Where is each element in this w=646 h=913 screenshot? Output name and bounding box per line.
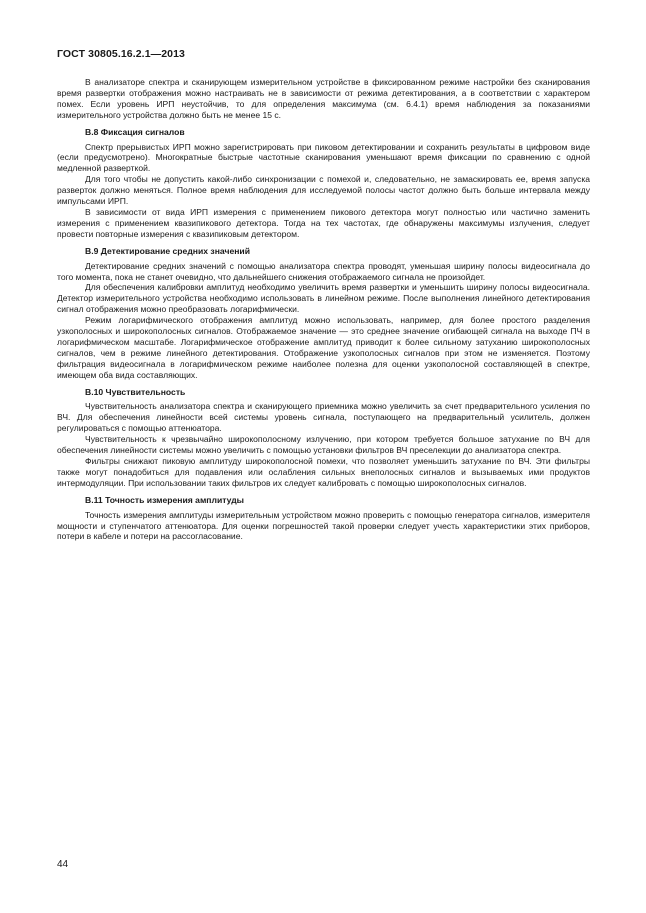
paragraph: Для того чтобы не допустить какой-либо синхронизации с помехой и, следовательно, не замаскировать ее, время запуска разверток должно меняться. Полное время наблюдения для исследуемой полосы частот должно быть больше интервала между импульсами ИРП. <box>57 174 590 207</box>
paragraph: В зависимости от вида ИРП измерения с применением пикового детектора могут полностью или частично заменить измерения с применением квазипикового детектора. Тогда на тех частотах, где обнаружены максимумы излучения, следует провести повторные измерения с квазипиковым детектором. <box>57 206 590 239</box>
section-b10 <box>57 387 590 489</box>
paragraph: Спектр прерывистых ИРП можно зарегистрировать при пиковом детектировании и сохранить результаты в цифровом виде (если предусмотрено). Многократные быстрые частотные сканирования уменьшают время фиксации по сравнению с одной медленной разверткой. <box>57 141 590 174</box>
paragraph: Чувствительность к чрезвычайно широкополосному излучению, при котором требуется большое затухание по ВЧ для обеспечения линейности системы можно увеличить с помощью установки фильтров ВЧ преселекции до анализатора спектра. <box>57 434 590 456</box>
paragraph: Чувствительность анализатора спектра и сканирующего приемника можно увеличить за счет предварительного усиления по ВЧ. Для обеспечения линейности всей системы уровень сигнала, поступающего на предварительный усилитель, должен регулироваться с помощью аттенюатора. <box>57 401 590 434</box>
section-heading: В.11 Точность измерения амплитуды <box>85 494 245 505</box>
paragraph: Для обеспечения калибровки амплитуд необходимо увеличить время развертки и уменьшить ширину полосы видеосигнала. Детектор измерительного устройства необходимо использовать в линейном режиме. После выполнения линейного детектирования сигнал отображения можно преобразовать логарифмически. <box>57 282 590 315</box>
section-heading: В.9 Детектирование средних значений <box>85 245 250 256</box>
document-body <box>57 77 590 542</box>
section-b9 <box>57 246 590 381</box>
page-number: 44 <box>57 859 69 870</box>
paragraph: Фильтры снижают пиковую амплитуду широкополосной помехи, что позволяет уменьшить затухание по ВЧ. Эти фильтры также могут понадобиться для подавления или ослабления сильных внеполосных сигналов и вызываемых ими продуктов интермодуляции. При использовании таких фильтров их следует калибровать с помощью широкополосных сигналов. <box>57 456 590 488</box>
paragraph: Режим логарифмического отображения амплитуд можно использовать, например, для более простого разделения узкополосных и широкополосных сигналов. Отображаемое значение — это среднее значение огибающей сигнала на выходе ПЧ в логарифмическом масштабе. Логарифмическое отображение амплитуд приводит к более сильному затуханию широкополосных сигналов, чем в режиме линейного детектирования. Отображение узкополосных сигналов при этом не изменяется. Поэтому фильтрация видеосигнала в логарифмическом режиме наиболее полезна для оценки узкополосной составляющей в спектре, имеющем оба вида составляющих. <box>57 315 590 380</box>
paragraph: Точность измерения амплитуды измерительным устройством можно проверить с помощью генератора сигналов, измерителя мощности и ступенчатого аттенюатора. Для оценки погрешностей такой проверки следует учесть характеристики этих приборов, потери в кабеле и потери на рассогласование. <box>57 509 590 542</box>
document-header: ГОСТ 30805.16.2.1—2013 <box>57 48 185 60</box>
intro-paragraph: В анализаторе спектра и сканирующем измерительном устройстве в фиксированном режиме настройки без сканирования время развертки отображения можно настраивать не в зависимости от режима детектирования, а в соответствии с характером помех. Если уровень ИРП неустойчив, то для определения максимума (см. 6.4.1) время наблюдения за показаниями измерительного устройства должно быть не менее 15 с. <box>57 77 590 120</box>
section-b11 <box>57 495 590 543</box>
section-heading: В.8 Фиксация сигналов <box>85 126 185 137</box>
section-b8 <box>57 127 590 240</box>
section-heading: В.10 Чувствительность <box>85 386 186 397</box>
paragraph: Детектирование средних значений с помощью анализатора спектра проводят, уменьшая ширину полосы видеосигнала до того момента, пока не станет очевидно, что дальнейшего снижения отображаемого сигнала не произойдет. <box>57 260 590 282</box>
